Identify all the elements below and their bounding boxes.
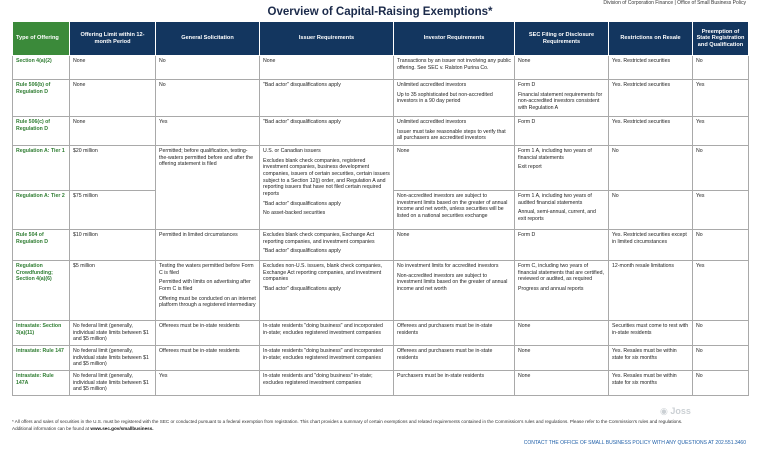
cell-text: Excludes blank check companies, Exchange Act reporting companies, and investment companies bbox=[263, 232, 375, 245]
offering-limit bbox=[70, 371, 156, 396]
general-solicitation bbox=[156, 346, 260, 371]
resale-restrictions bbox=[609, 321, 693, 346]
cell-text: Yes. Restricted securities except in limited circumstances bbox=[612, 232, 687, 245]
cell-text: No bbox=[696, 373, 703, 379]
cell-text: Offerees must be in-state residents bbox=[159, 348, 240, 354]
cell-text: None bbox=[397, 232, 410, 238]
cell-text: Yes bbox=[159, 119, 168, 125]
filing-requirements bbox=[515, 261, 609, 321]
cell-text: U.S. or Canadian issuers bbox=[263, 148, 321, 154]
cell-text: "Bad actor" disqualifications apply bbox=[263, 248, 341, 255]
offering-limit bbox=[70, 230, 156, 261]
offering-limit bbox=[70, 80, 156, 117]
cell-text: No federal limit (generally, individual state limits between $1 and $5 million) bbox=[73, 323, 149, 343]
cell-text: Testing the waters permitted before Form C is filed bbox=[159, 263, 254, 276]
cell-text: Offerees must be in-state residents bbox=[159, 323, 240, 329]
resale-restrictions bbox=[609, 346, 693, 371]
cell-text: None bbox=[518, 58, 531, 64]
cell-text: Progress and annual reports bbox=[518, 285, 584, 292]
filing-requirements bbox=[515, 191, 609, 230]
general-solicitation bbox=[156, 146, 260, 230]
investor-requirements bbox=[394, 230, 515, 261]
page-title: Overview of Capital-Raising Exemptions* bbox=[267, 6, 493, 18]
cell-text: "Bad actor" disqualifications apply bbox=[263, 119, 341, 125]
row-type: Intrastate: Rule 147A bbox=[13, 371, 70, 396]
footnote-link[interactable]: www.sec.gov/smallbusiness. bbox=[90, 425, 154, 431]
investor-requirements bbox=[394, 191, 515, 230]
row-type: Intrastate: Rule 147 bbox=[13, 346, 70, 371]
row-type: Section 4(a)(2) bbox=[13, 56, 70, 80]
cell-text: Exit report bbox=[518, 164, 542, 171]
state-preemption bbox=[693, 261, 749, 321]
cell-text: Non-accredited investors are subject to investment limits based on the greater of annual income and net worth, unless securities will be listed on a national securities exchange bbox=[397, 193, 508, 219]
filing-requirements bbox=[515, 80, 609, 117]
investor-requirements bbox=[394, 80, 515, 117]
general-solicitation bbox=[156, 117, 260, 146]
resale-restrictions bbox=[609, 261, 693, 321]
cell-text: Unlimited accredited investors bbox=[397, 82, 467, 88]
state-preemption bbox=[693, 117, 749, 146]
footnote bbox=[12, 419, 702, 432]
table-header-row bbox=[13, 22, 749, 56]
cell-text: No bbox=[612, 193, 619, 199]
cell-text: No bbox=[612, 148, 619, 154]
table-row bbox=[13, 117, 749, 146]
cell-text: Issuer must take reasonable steps to verify that all purchasers are accredited investors bbox=[397, 128, 506, 142]
table-row bbox=[13, 146, 749, 191]
cell-text: None bbox=[518, 373, 531, 379]
exemptions-table bbox=[12, 21, 749, 396]
cell-text: Non-accredited investors are subject to investment limits based on the greater of annual income and net worth bbox=[397, 272, 508, 292]
table-row bbox=[13, 56, 749, 80]
cell-text: In-state residents "doing business" and incorporated in-state; excludes registered investment companies bbox=[263, 323, 383, 336]
issuer-requirements bbox=[260, 146, 394, 230]
footnote-text: * All offers and sales of securities in the U.S. must be registered with the SEC or conducted pursuant to a federal exemption from registration. This chart provides a summary of certain exemptions and related requirements contained in the Commission's rules and regulations. Please refer to the Commission's rules and regulations. Additional information can be found at bbox=[12, 419, 683, 431]
offering-limit bbox=[70, 56, 156, 80]
cell-text: "Bad actor" disqualifications apply bbox=[263, 200, 341, 207]
column-header: General Solicitation bbox=[156, 22, 260, 56]
cell-text: Excludes non-U.S. issuers, blank check companies, Exchange Act reporting companies, and investment companies bbox=[263, 263, 383, 283]
column-header: Issuer Requirements bbox=[260, 22, 394, 56]
offering-limit bbox=[70, 321, 156, 346]
issuer-requirements bbox=[260, 261, 394, 321]
cell-text: No bbox=[159, 58, 166, 64]
general-solicitation bbox=[156, 321, 260, 346]
cell-text: Unlimited accredited investors bbox=[397, 119, 467, 125]
cell-text: None bbox=[518, 348, 531, 354]
cell-text: In-state residents "doing business" and incorporated in-state; excludes registered investment companies bbox=[263, 348, 383, 361]
cell-text: Yes. Resales must be within state for six months bbox=[612, 348, 677, 361]
cell-text: Yes. Restricted securities bbox=[612, 119, 671, 125]
resale-restrictions bbox=[609, 117, 693, 146]
cell-text: No bbox=[696, 58, 703, 64]
table-row bbox=[13, 80, 749, 117]
column-header: Investor Requirements bbox=[394, 22, 515, 56]
offering-limit bbox=[70, 261, 156, 321]
cell-text: Offerees and purchasers must be in-state residents bbox=[397, 323, 493, 336]
cell-text: No bbox=[696, 323, 703, 329]
issuer-requirements bbox=[260, 346, 394, 371]
cell-text: No asset-backed securities bbox=[263, 210, 326, 217]
offering-limit bbox=[70, 117, 156, 146]
row-type: Rule 506(c) of Regulation D bbox=[13, 117, 70, 146]
investor-requirements bbox=[394, 56, 515, 80]
row-type: Rule 504 of Regulation D bbox=[13, 230, 70, 261]
cell-text: Transactions by an issuer not involving any public offering. See SEC v. Ralston Purina Co. bbox=[397, 58, 511, 71]
filing-requirements bbox=[515, 230, 609, 261]
table-row bbox=[13, 230, 749, 261]
resale-restrictions bbox=[609, 191, 693, 230]
general-solicitation bbox=[156, 80, 260, 117]
cell-text: Permitted with limits on advertising after Form C is filed bbox=[159, 279, 251, 292]
state-preemption bbox=[693, 371, 749, 396]
cell-text: $20 million bbox=[73, 148, 98, 154]
issuer-requirements bbox=[260, 230, 394, 261]
filing-requirements bbox=[515, 56, 609, 80]
row-type: Regulation A: Tier 1 bbox=[13, 146, 70, 191]
general-solicitation bbox=[156, 261, 260, 321]
cell-text: No federal limit (generally, individual state limits between $1 and $5 million) bbox=[73, 348, 149, 368]
state-preemption bbox=[693, 230, 749, 261]
cell-text: Yes bbox=[696, 82, 705, 88]
cell-text: $75 million bbox=[73, 193, 98, 199]
state-preemption bbox=[693, 321, 749, 346]
cell-text: In-state residents and "doing business" in-state; excludes registered investment companies bbox=[263, 373, 373, 386]
filing-requirements bbox=[515, 371, 609, 396]
filing-requirements bbox=[515, 321, 609, 346]
resale-restrictions bbox=[609, 230, 693, 261]
table-row bbox=[13, 371, 749, 396]
investor-requirements bbox=[394, 371, 515, 396]
cell-text: Yes bbox=[696, 193, 705, 199]
state-preemption bbox=[693, 56, 749, 80]
cell-text: Yes. Resales must be within state for six months bbox=[612, 373, 677, 386]
cell-text: Financial statement requirements for non-accredited investors consistent with Regulation A bbox=[518, 91, 603, 111]
table-row bbox=[13, 261, 749, 321]
resale-restrictions bbox=[609, 80, 693, 117]
general-solicitation bbox=[156, 230, 260, 261]
investor-requirements bbox=[394, 261, 515, 321]
resale-restrictions bbox=[609, 56, 693, 80]
cell-text: None bbox=[263, 58, 276, 64]
cell-text: $5 million bbox=[73, 263, 95, 269]
row-type: Regulation Crowdfunding; Section 4(a)(6) bbox=[13, 261, 70, 321]
issuer-requirements bbox=[260, 321, 394, 346]
cell-text: Yes. Restricted securities bbox=[612, 82, 671, 88]
cell-text: No bbox=[696, 232, 703, 238]
table-row bbox=[13, 346, 749, 371]
cell-text: Form 1 A, including two years of audited financial statements bbox=[518, 193, 592, 206]
cell-text: Form D bbox=[518, 82, 536, 88]
offering-limit bbox=[70, 146, 156, 191]
table-body bbox=[13, 56, 749, 396]
filing-requirements bbox=[515, 346, 609, 371]
cell-text: Excludes blank check companies, registered investment companies, business development companies, issuers of certain securities, certain issuers subject to a Section 12(j) order, and Regulation A and reporting issuers that have not filed certain required reports bbox=[263, 157, 390, 197]
cell-text: None bbox=[73, 119, 86, 125]
cell-text: Yes. Restricted securities bbox=[612, 58, 671, 64]
column-header: Offering Limit within 12-month Period bbox=[70, 22, 156, 56]
cell-text: Form 1 A, including two years of financial statements bbox=[518, 148, 592, 161]
filing-requirements bbox=[515, 117, 609, 146]
row-type: Rule 506(b) of Regulation D bbox=[13, 80, 70, 117]
offering-limit bbox=[70, 191, 156, 230]
issuer-requirements bbox=[260, 117, 394, 146]
table-row bbox=[13, 321, 749, 346]
investor-requirements bbox=[394, 321, 515, 346]
general-solicitation bbox=[156, 56, 260, 80]
state-preemption bbox=[693, 191, 749, 230]
investor-requirements bbox=[394, 117, 515, 146]
cell-text: Form D bbox=[518, 119, 536, 125]
cell-text: "Bad actor" disqualifications apply bbox=[263, 285, 341, 292]
cell-text: Offering must be conducted on an internet platform through a registered intermediary bbox=[159, 295, 256, 309]
cell-text: No bbox=[159, 82, 166, 88]
cell-text: 12-month resale limitations bbox=[612, 263, 674, 269]
header-note: Division of Corporation Finance | Office of Small Business Policy bbox=[603, 0, 746, 6]
cell-text: None bbox=[73, 82, 86, 88]
cell-text: Yes bbox=[159, 373, 168, 379]
cell-text: Form D bbox=[518, 232, 536, 238]
column-header: Restrictions on Resale bbox=[609, 22, 693, 56]
state-preemption bbox=[693, 346, 749, 371]
general-solicitation bbox=[156, 371, 260, 396]
row-type: Intrastate: Section 3(a)(11) bbox=[13, 321, 70, 346]
investor-requirements bbox=[394, 346, 515, 371]
cell-text: Form C, including two years of financial statements that are certified, reviewed or audited, as required bbox=[518, 263, 604, 283]
cell-text: Yes bbox=[696, 119, 705, 125]
column-header: Preemption of State Registration and Qualification bbox=[693, 22, 749, 56]
cell-text: Securities must come to rest with in-state residents bbox=[612, 323, 689, 336]
cell-text: Up to 35 sophisticated but non-accredited investors in a 90 day period bbox=[397, 91, 493, 105]
filing-requirements bbox=[515, 146, 609, 191]
cell-text: None bbox=[73, 58, 86, 64]
cell-text: No bbox=[696, 148, 703, 154]
resale-restrictions bbox=[609, 146, 693, 191]
watermark-logo: ◉ Joss bbox=[660, 406, 691, 416]
cell-text: "Bad actor" disqualifications apply bbox=[263, 82, 341, 88]
cell-text: Permitted; before qualification, testing-the-waters permitted before and after the offering statement is filed bbox=[159, 148, 254, 168]
cell-text: No federal limit (generally, individual state limits between $1 and $5 million) bbox=[73, 373, 149, 393]
column-header: Type of Offering bbox=[13, 22, 70, 56]
cell-text: None bbox=[397, 148, 410, 154]
resale-restrictions bbox=[609, 371, 693, 396]
cell-text: No bbox=[696, 348, 703, 354]
issuer-requirements bbox=[260, 56, 394, 80]
investor-requirements bbox=[394, 146, 515, 191]
cell-text: Offerees and purchasers must be in-state residents bbox=[397, 348, 493, 361]
cell-text: Yes bbox=[696, 263, 705, 269]
cell-text: Permitted in limited circumstances bbox=[159, 232, 238, 238]
row-type: Regulation A: Tier 2 bbox=[13, 191, 70, 230]
cell-text: Purchasers must be in-state residents bbox=[397, 373, 485, 379]
cell-text: $10 million bbox=[73, 232, 98, 238]
cell-text: None bbox=[518, 323, 531, 329]
cell-text: Annual, semi-annual, current, and exit reports bbox=[518, 209, 596, 222]
state-preemption bbox=[693, 146, 749, 191]
issuer-requirements bbox=[260, 371, 394, 396]
contact-line: CONTACT THE OFFICE OF SMALL BUSINESS POLICY WITH ANY QUESTIONS AT 202.551.3460 bbox=[523, 440, 746, 446]
offering-limit bbox=[70, 346, 156, 371]
cell-text: No investment limits for accredited investors bbox=[397, 263, 499, 269]
column-header: SEC Filing or Disclosure Requirements bbox=[515, 22, 609, 56]
issuer-requirements bbox=[260, 80, 394, 117]
state-preemption bbox=[693, 80, 749, 117]
